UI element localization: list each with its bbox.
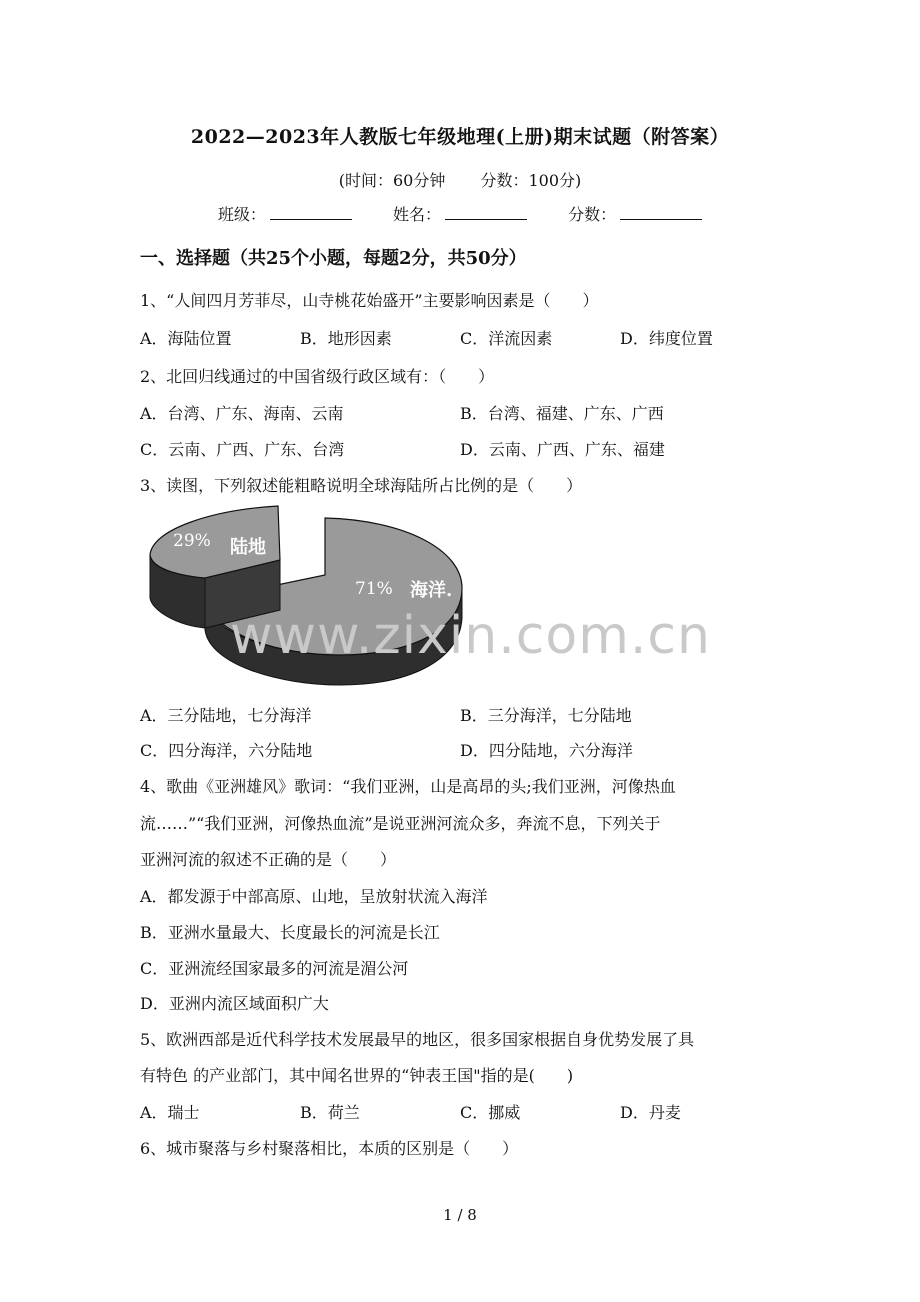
q3-option-c: C．四分海洋，六分陆地 xyxy=(140,741,313,760)
land-text-label: 陆地 xyxy=(230,537,266,558)
land-percent-label: 29% xyxy=(173,531,211,551)
q1-option-d: D．纬度位置 xyxy=(620,329,713,348)
q4-stem-line3: 亚洲河流的叙述不正确的是（ ） xyxy=(140,850,397,869)
class-field: 班级： xyxy=(218,202,352,225)
q2-option-d: D．云南、广西、广东、福建 xyxy=(460,440,665,459)
q4-option-c: C．亚洲流经国家最多的河流是湄公河 xyxy=(140,959,409,978)
q1-option-b: B．地形因素 xyxy=(300,329,392,348)
q5-stem-line1: 5、欧洲西部是近代科学技术发展最早的地区，很多国家根据自身优势发展了具 xyxy=(140,1030,695,1049)
land-ocean-pie-chart xyxy=(140,500,470,700)
q4-stem-line1: 4、歌曲《亚洲雄风》歌词：“我们亚洲，山是高昂的头;我们亚洲，河像热血 xyxy=(140,777,676,796)
watermark: www.zixin.com.cn xyxy=(230,606,711,666)
q5-option-a: A．瑞士 xyxy=(140,1103,200,1122)
q1-option-c: C．洋流因素 xyxy=(460,329,553,348)
exam-time: (时间：60分钟 xyxy=(338,171,446,190)
class-blank xyxy=(270,205,352,220)
q5-option-c: C．挪威 xyxy=(460,1103,521,1122)
q2-option-c: C．云南、广西、广东、台湾 xyxy=(140,440,345,459)
exam-meta xyxy=(0,168,920,191)
q4-stem-line2: 流……”“我们亚洲，河像热血流”是说亚洲河流众多，奔流不息，下列关于 xyxy=(140,814,661,833)
q4-option-a: A．都发源于中部高原、山地，呈放射状流入海洋 xyxy=(140,887,488,906)
q2-option-b: B．台湾、福建、广东、广西 xyxy=(460,404,664,423)
student-info-fields xyxy=(0,202,920,225)
q6-stem: 6、城市聚落与乡村聚落相比，本质的区别是（ ） xyxy=(140,1139,519,1158)
page-title: 2022—2023年人教版七年级地理(上册)期末试题（附答案） xyxy=(190,126,730,148)
q3-stem: 3、读图，下列叙述能粗略说明全球海陆所占比例的是（ ） xyxy=(140,476,583,495)
q3-option-b: B．三分海洋，七分陆地 xyxy=(460,706,632,725)
ocean-percent-label: 71% xyxy=(355,579,393,599)
q3-option-a: A．三分陆地，七分海洋 xyxy=(140,706,312,725)
q3-option-d: D．四分陆地，六分海洋 xyxy=(460,741,633,760)
q4-option-d: D．亚洲内流区域面积广大 xyxy=(140,994,329,1013)
q1-option-a: A．海陆位置 xyxy=(140,329,232,348)
q2-stem: 2、北回归线通过的中国省级行政区域有：（ ） xyxy=(140,367,495,386)
score-blank xyxy=(620,205,702,220)
exam-score: 分数：100分) xyxy=(480,171,582,190)
q2-option-a: A．台湾、广东、海南、云南 xyxy=(140,404,344,423)
ocean-text-label: 海洋. xyxy=(410,580,453,601)
name-blank xyxy=(445,205,527,220)
name-field: 姓名： xyxy=(393,202,527,225)
section-heading: 一、选择题（共25个小题，每题2分，共50分） xyxy=(140,248,527,269)
score-field: 分数： xyxy=(568,202,702,225)
q1-stem: 1、“人间四月芳菲尽，山寺桃花始盛开”主要影响因素是（ ） xyxy=(140,291,599,310)
q5-option-b: B．荷兰 xyxy=(300,1103,360,1122)
q5-stem-line2: 有特色 的产业部门，其中闻名世界的“钟表王国"指的是( ) xyxy=(140,1066,574,1085)
q4-option-b: B．亚洲水量最大、长度最长的河流是长江 xyxy=(140,923,440,942)
q5-option-d: D．丹麦 xyxy=(620,1103,681,1122)
page-number: 1 / 8 xyxy=(443,1206,477,1224)
